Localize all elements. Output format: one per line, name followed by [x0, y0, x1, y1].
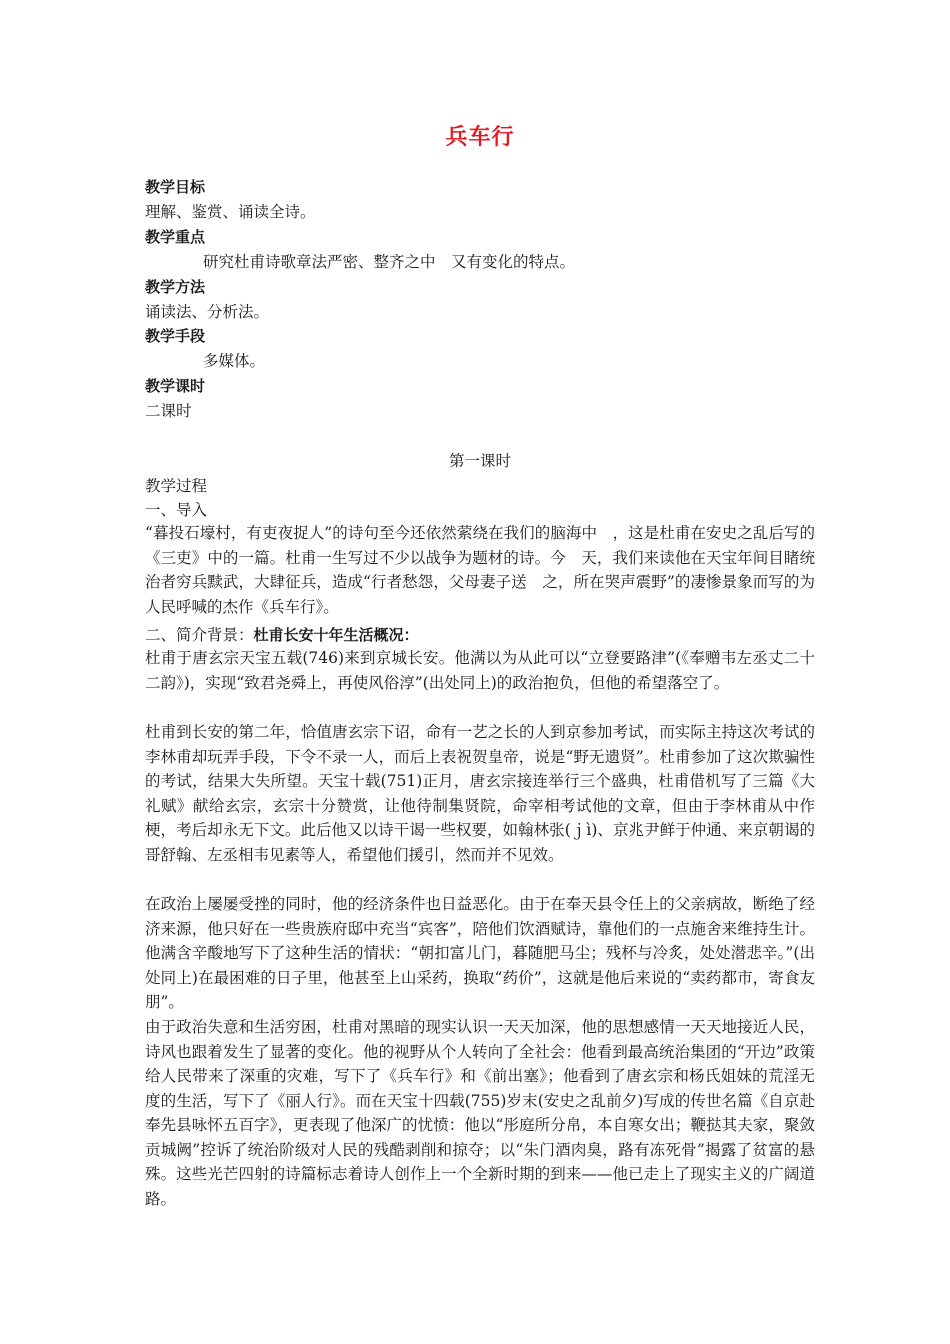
- key-points-heading: 教学重点: [145, 228, 206, 246]
- section2-bold: 杜甫长安十年生活概况：: [253, 626, 419, 644]
- background-paragraph-4: 由于政治失意和生活穷困，杜甫对黑暗的现实认识一天天加深，他的思想感情一天天地接近人民，诗风也跟着发生了显著的变化。他的视野从个人转向了全社会：他看到最高统治集团的“开边”政策给人民带来了深重的灾难，写下了《兵车行》和《前出塞》；他看到了唐玄宗和杨氏姐妹的荒淫无度的生活，写下了《丽人行》。而在天宝十四载(755)岁末(安史之乱前夕)写成的传世名篇《自京赴奉先县咏怀五百字》，更表现了他深广的忧愤：他以“彤庭所分帛，本自寒女出；鞭挞其夫家，聚敛贡城阙”控诉了统治阶级对人民的残酷剥削和掠夺；以“朱门酒肉臭，路有冻死骨”揭露了贫富的悬殊。这些光芒四射的诗篇标志着诗人创作上一个全新时期的到来——他已走上了现实主义的广阔道路。: [145, 1018, 815, 1208]
- means-text: 多媒体。: [203, 352, 266, 370]
- methods-heading: 教学方法: [145, 278, 206, 296]
- document-title: 兵车行: [445, 125, 515, 150]
- section2-prefix: 二、简介背景：: [145, 626, 254, 644]
- objectives-heading: 教学目标: [145, 178, 206, 196]
- section1-label: 一、导入: [145, 501, 208, 519]
- objectives-text: 理解、鉴赏、诵读全诗。: [145, 203, 316, 221]
- methods-text: 诵读法、分析法。: [145, 303, 270, 321]
- intro-paragraph: “暮投石壕村，有吏夜捉人”的诗句至今还依然萦绕在我们的脑海中 ，这是杜甫在安史之乱后写的《三吏》中的一篇。杜甫一生写过不少以战争为题材的诗。今 天，我们来读他在天宝年间目睹统治者穷兵黩武，大肆征兵，造成“行者愁怨，父母妻子送 之，所在哭声震野”的凄惨景象而写的为人民呼喊的杰作《兵车行》。: [145, 524, 815, 616]
- background-paragraph-3: 在政治上屡屡受挫的同时，他的经济条件也日益恶化。由于在奉天县令任上的父亲病故，断绝了经济来源，他只好在一些贵族府邸中充当“宾客”，陪他们饮酒赋诗，靠他们的一点施舍来维持生计。他满含辛酸地写下了这种生活的情状：“朝扣富儿门，暮随肥马尘；残杯与冷炙，处处潜悲辛。”(出处同上)在最困难的日子里，他甚至上山采药，换取“药价”，这就是他后来说的“卖药都市，寄食友朋”。: [145, 895, 815, 1011]
- means-heading: 教学手段: [145, 327, 206, 345]
- process-label: 教学过程: [145, 477, 208, 495]
- section2-heading: [145, 625, 419, 645]
- hours-text: 二课时: [145, 402, 192, 420]
- background-paragraph-1: 杜甫于唐玄宗天宝五载(746)来到京城长安。他满以为从此可以“立登要路津”(《奉赠韦左丞丈二十二韵》)，实现“致君尧舜上，再使风俗淳”(出处同上)的政治抱负，但他的希望落空了。: [145, 649, 815, 692]
- lesson-label: 第一课时: [448, 452, 511, 470]
- hours-heading: 教学课时: [145, 377, 206, 395]
- background-paragraph-2: 杜甫到长安的第二年，恰值唐玄宗下诏，命有一艺之长的人到京参加考试，而实际主持这次考试的李林甫却玩弄手段，下令不录一人，而后上表祝贺皇帝，说是“野无遗贤”。杜甫参加了这次欺骗性的考试，结果大失所望。天宝十载(751)正月，唐玄宗接连举行三个盛典，杜甫借机写了三篇《大礼赋》献给玄宗，玄宗十分赞赏，让他待制集贤院，命宰相考试他的文章，但由于李林甫从中作梗，考后却永无下文。此后他又以诗干谒一些权要，如翰林张(ｊì)、京兆尹鲜于仲通、来京朝谒的哥舒翰、左丞相韦见素等人，希望他们援引，然而并不见效。: [145, 723, 815, 864]
- key-points-text: 研究杜甫诗歌章法严密、整齐之中 又有变化的特点。: [203, 253, 576, 271]
